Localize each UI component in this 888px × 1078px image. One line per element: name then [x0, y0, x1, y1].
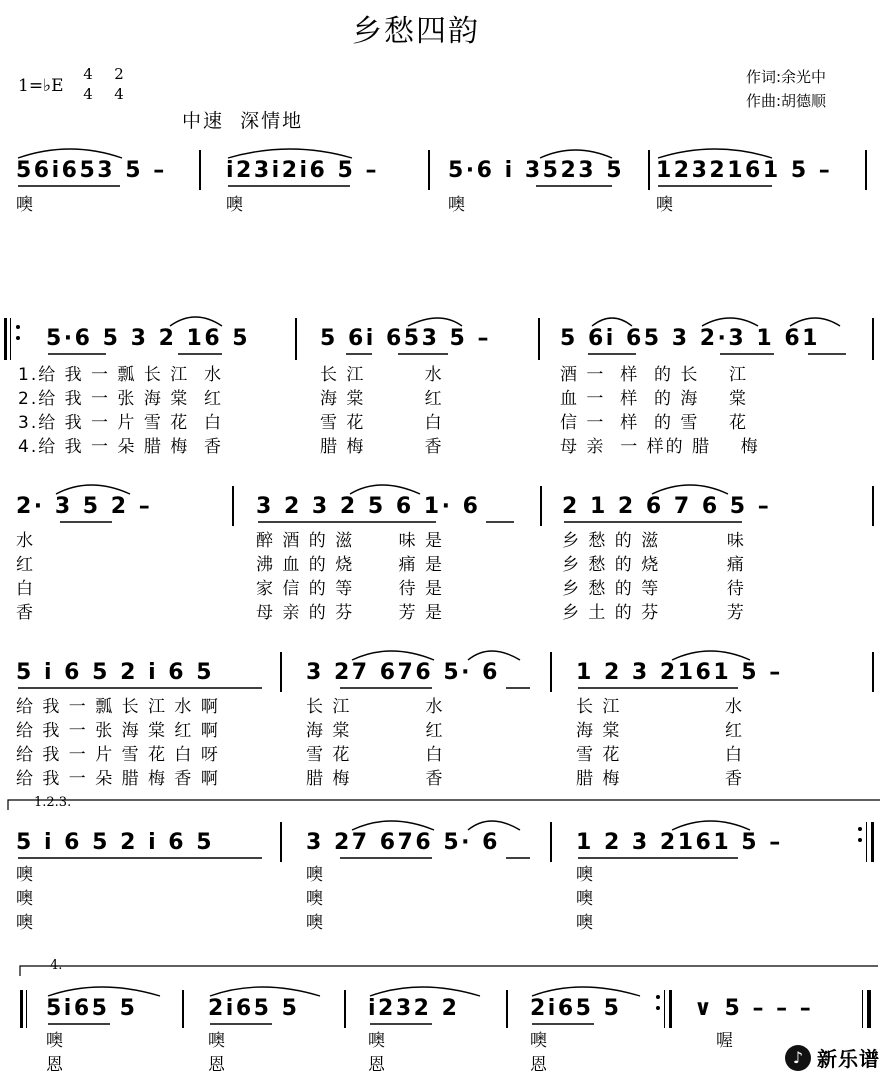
barline [280, 822, 282, 862]
barline [344, 990, 346, 1028]
s4-m1-lyric-4: 给 我 一 朵 腊 梅 香 啊 [16, 769, 220, 789]
s2-m1-notes: 5·6 5 3 2 16 5 [46, 326, 251, 351]
s6-m1-notes: 5i65 5 [46, 996, 138, 1021]
s2-m1-lyric-3: 3.给 我 一 片 雪 花 白 [18, 413, 224, 433]
s1-m3-notes: 5·6 i 3523 5 [448, 158, 625, 183]
tempo-marking: 中速 深情地 [182, 110, 304, 132]
s4-m3-lyric-2: 海 棠 红 [576, 721, 745, 741]
time-sig-1-bottom: 4 [83, 85, 93, 103]
s2-m3-lyric-1: 酒 一 样 的 长 江 [560, 365, 749, 385]
volta-4-label: 4. [50, 958, 63, 973]
watermark-logo [785, 1043, 880, 1072]
repeat-end-thin-2 [664, 990, 665, 1028]
s6-m5-notes: ∨ 5 – – – [694, 996, 814, 1021]
volta-brackets [8, 800, 880, 976]
s6-m1-lyric-1: 噢 [46, 1031, 65, 1051]
barline [280, 652, 282, 692]
s6-m3-lyric-1: 噢 [368, 1031, 387, 1051]
key-signature: 1=♭E [18, 76, 64, 96]
repeat-end-dots [858, 822, 862, 849]
s6-m5-lyric-1: 喔 [716, 1031, 735, 1051]
s5-m2-notes: 3 27 676 5· 6 [306, 830, 500, 855]
s4-m2-notes: 3 27 676 5· 6 [306, 660, 500, 685]
barline [648, 150, 650, 190]
s5-m1-lyric-2: 噢 [16, 889, 35, 909]
section-start-thin [26, 990, 27, 1028]
lyricist-credit: 作词:余光中 [746, 68, 827, 86]
barline [428, 150, 430, 190]
final-thin-barline [862, 990, 863, 1028]
s6-m4-notes: 2i65 5 [530, 996, 622, 1021]
s6-m4-lyric-1: 噢 [530, 1031, 549, 1051]
repeat-end-barline [871, 822, 874, 862]
s1-m2-lyric: 噢 [226, 195, 245, 215]
s1-m1-notes: 56i653 5 – [16, 158, 167, 183]
s2-m3-lyric-4: 母 亲 一 样的 腊 梅 [560, 437, 760, 457]
s4-m3-notes: 1 2 3 2161 5 – [576, 660, 783, 685]
s3-m1-lyric-2: 红 [16, 555, 35, 575]
time-sig-2-top: 2 [114, 65, 124, 83]
s5-m1-lyric-3: 噢 [16, 913, 35, 933]
barline [872, 652, 874, 692]
s1-m4-lyric: 噢 [656, 195, 675, 215]
barline [550, 822, 552, 862]
s4-m2-lyric-3: 雪 花 白 [306, 745, 445, 765]
watermark-text: 新乐谱 [817, 1047, 880, 1071]
s3-m2-lyric-4: 母 亲 的 芬 芳 是 [256, 603, 445, 623]
s4-m1-notes: 5 i 6 5 2 i 6 5 [16, 660, 215, 685]
s2-m1-lyric-4: 4.给 我 一 朵 腊 梅 香 [18, 437, 224, 457]
barline [865, 150, 867, 190]
barline [540, 486, 542, 526]
repeat-end-thin [866, 822, 867, 862]
s5-m3-lyric-2: 噢 [576, 889, 595, 909]
s6-m2-lyric-2: 恩 [208, 1055, 227, 1075]
s3-m3-notes: 2 1 2 6 7 6 5 – [562, 494, 772, 519]
s2-m3-lyric-3: 信 一 样 的 雪 花 [560, 413, 749, 433]
time-sig-1-top: 4 [83, 65, 93, 83]
s6-m3-lyric-2: 恩 [368, 1055, 387, 1075]
s6-m3-notes: i232 2 [368, 996, 460, 1021]
repeat-start-thin [10, 318, 11, 360]
s4-m2-lyric-4: 腊 梅 香 [306, 769, 445, 789]
s1-m3-lyric: 噢 [448, 195, 467, 215]
barline [506, 990, 508, 1028]
s4-m2-lyric-1: 长 江 水 [306, 697, 445, 717]
s3-m1-notes: 2· 3 5 2 – [16, 494, 153, 519]
s4-m1-lyric-2: 给 我 一 张 海 棠 红 啊 [16, 721, 220, 741]
s1-m4-notes: 1232161 5 – [656, 158, 833, 183]
barline [872, 486, 874, 526]
s2-m1-lyric-1: 1.给 我 一 瓢 长 江 水 [18, 365, 224, 385]
barline [232, 486, 234, 526]
music-note-icon: ♪ [785, 1045, 811, 1071]
s5-m2-lyric-1: 噢 [306, 865, 325, 885]
s5-m3-lyric-1: 噢 [576, 865, 595, 885]
s4-m2-lyric-2: 海 棠 红 [306, 721, 445, 741]
s5-m1-notes: 5 i 6 5 2 i 6 5 [16, 830, 215, 855]
composer-credit: 作曲:胡德顺 [746, 92, 827, 110]
s2-m2-lyric-4: 腊 梅 香 [320, 437, 444, 457]
s3-m1-lyric-1: 水 [16, 531, 35, 551]
s3-m3-lyric-2: 乡 愁 的 烧 痛 [562, 555, 746, 575]
section-start-barline [20, 990, 23, 1028]
s2-m1-lyric-2: 2.给 我 一 张 海 棠 红 [18, 389, 224, 409]
s5-m2-lyric-3: 噢 [306, 913, 325, 933]
s4-m3-lyric-1: 长 江 水 [576, 697, 745, 717]
song-title: 乡愁四韵 [352, 14, 480, 49]
repeat-start-barline [4, 318, 7, 360]
s3-m3-lyric-4: 乡 土 的 芬 芳 [562, 603, 746, 623]
s3-m2-lyric-3: 家 信 的 等 待 是 [256, 579, 445, 599]
final-barline [867, 990, 871, 1028]
s4-m3-lyric-4: 腊 梅 香 [576, 769, 745, 789]
s3-m3-lyric-1: 乡 愁 的 滋 味 [562, 531, 746, 551]
s4-m1-lyric-3: 给 我 一 片 雪 花 白 呀 [16, 745, 220, 765]
s4-m1-lyric-1: 给 我 一 瓢 长 江 水 啊 [16, 697, 220, 717]
barline [550, 652, 552, 692]
repeat-end-dots-2 [656, 990, 660, 1017]
barline [538, 318, 540, 360]
s2-m2-lyric-1: 长 江 水 [320, 365, 444, 385]
s2-m2-notes: 5 6i 653 5 – [320, 326, 492, 351]
s5-m2-lyric-2: 噢 [306, 889, 325, 909]
repeat-end-barline-2 [669, 990, 672, 1028]
s3-m2-lyric-2: 沸 血 的 烧 痛 是 [256, 555, 445, 575]
s2-m3-lyric-2: 血 一 样 的 海 棠 [560, 389, 749, 409]
s2-m2-lyric-2: 海 棠 红 [320, 389, 444, 409]
s4-m3-lyric-3: 雪 花 白 [576, 745, 745, 765]
time-sig-2-bottom: 4 [114, 85, 124, 103]
repeat-dots [16, 320, 20, 347]
barline [199, 150, 201, 190]
s3-m2-lyric-1: 醉 酒 的 滋 味 是 [256, 531, 445, 551]
barline [872, 318, 874, 360]
s6-m2-lyric-1: 噢 [208, 1031, 227, 1051]
s1-m2-notes: i23i2i6 5 – [226, 158, 379, 183]
s5-m3-notes: 1 2 3 2161 5 – [576, 830, 783, 855]
s3-m3-lyric-3: 乡 愁 的 等 待 [562, 579, 746, 599]
s3-m2-notes: 3 2 3 2 5 6 1· 6 [256, 494, 481, 519]
s1-m1-lyric: 噢 [16, 195, 35, 215]
s2-m3-notes: 5 6i 65 3 2·3 1 61 [560, 326, 820, 351]
s6-m2-notes: 2i65 5 [208, 996, 300, 1021]
s2-m2-lyric-3: 雪 花 白 [320, 413, 444, 433]
s3-m1-lyric-3: 白 [16, 579, 35, 599]
s3-m1-lyric-4: 香 [16, 603, 35, 623]
s6-m1-lyric-2: 恩 [46, 1055, 65, 1075]
barline [295, 318, 297, 360]
barline [182, 990, 184, 1028]
s6-m4-lyric-2: 恩 [530, 1055, 549, 1075]
volta-1-label: 1.2.3. [34, 795, 72, 810]
s5-m1-lyric-1: 噢 [16, 865, 35, 885]
s5-m3-lyric-3: 噢 [576, 913, 595, 933]
